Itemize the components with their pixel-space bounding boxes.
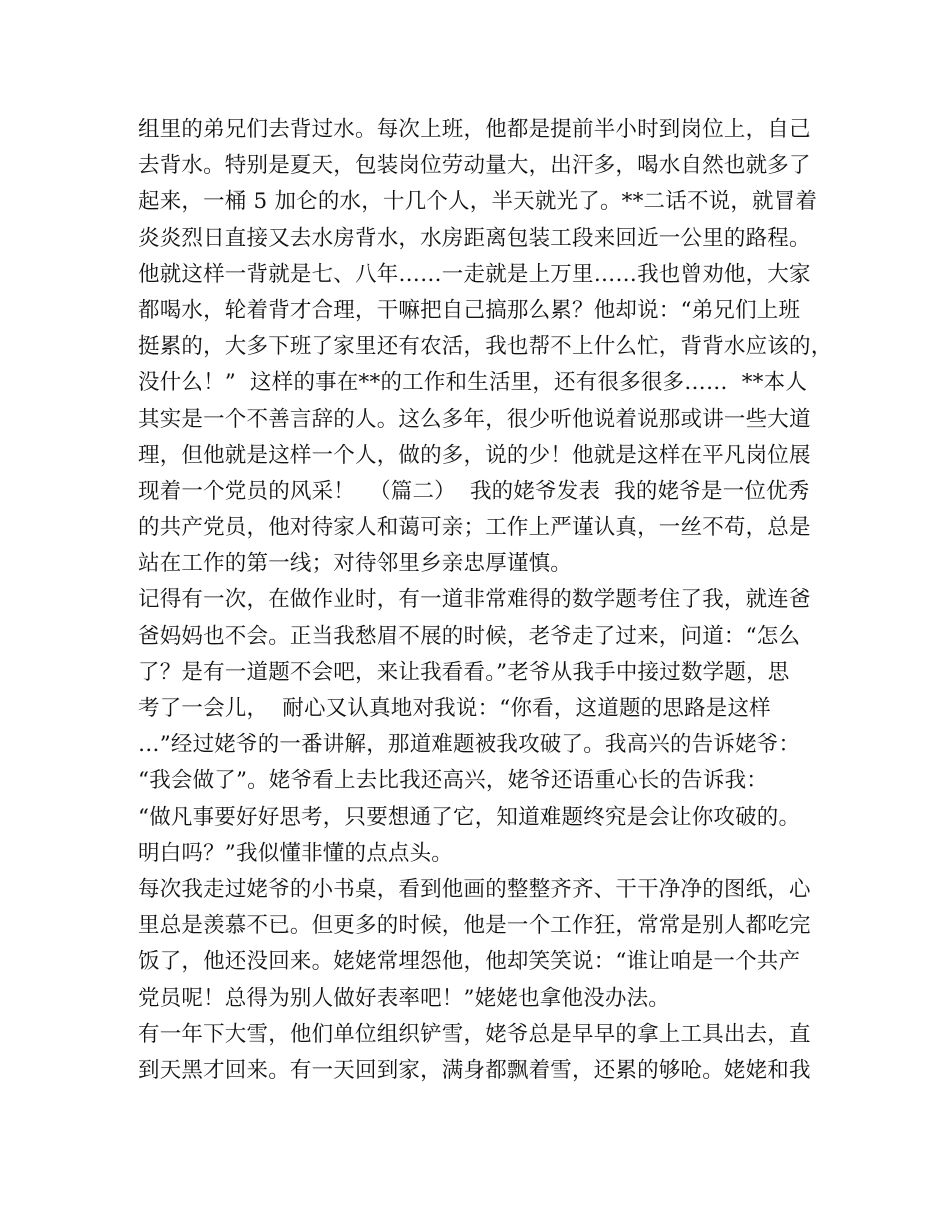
- text-line: 党员呢！总得为别人做好表率吧！”姥姥也拿他没办法。: [138, 985, 670, 1011]
- text-line: 考了一会儿， 耐心又认真地对我说：“你看，这道题的思路是这样: [138, 696, 771, 721]
- text-line: 了？是有一道题不会吧，来让我看看。”老爷从我手中接过数学题，思: [138, 659, 790, 685]
- document-body: [138, 112, 833, 1089]
- text-line: 记得有一次，在做作业时，有一道非常难得的数学题考住了我，就连爸: [138, 587, 811, 613]
- text-line: 爸妈妈也不会。正当我愁眉不展的时候，老爷走了过来，问道：“怎么: [138, 623, 801, 649]
- text-line: 里总是羡慕不已。但更多的时候，他是一个工作狂，常常是别人都吃完: [138, 913, 811, 939]
- text-line: 饭了，他还没回来。姥姥常埋怨他，他却笑笑说：“谁让咱是一个共产: [138, 949, 801, 975]
- text-line: 都喝水，轮着背才合理，干嘛把自己搞那么累？他却说：“弟兄们上班: [138, 297, 801, 323]
- text-line: “我会做了”。姥爷看上去比我还高兴，姥爷还语重心长的告诉我：: [138, 768, 768, 794]
- text-line: 有一年下大雪，他们单位组织铲雪，姥爷总是早早的拿上工具出去，直: [138, 1021, 811, 1047]
- text-line: 去背水。特别是夏天，包装岗位劳动量大，出汗多，喝水自然也就多了: [138, 153, 811, 179]
- text-line: 到天黑才回来。有一天回到家，满身都飘着雪，还累的够呛。姥姥和我: [138, 1057, 811, 1083]
- text-line: …”经过姥爷的一番讲解，那道难题被我攻破了。我高兴的告诉姥爷：: [138, 732, 801, 758]
- text-line: 明白吗？”我似懂非懂的点点头。: [138, 840, 453, 866]
- text-line: 没什么！” 这样的事在**的工作和生活里，还有很多很多…… **本人: [138, 370, 808, 396]
- text-line: 每次我走过姥爷的小书桌，看到他画的整整齐齐、干干净净的图纸，心: [138, 876, 811, 902]
- text-line: 炎炎烈日直接又去水房背水，水房距离包装工段来回近一公里的路程。: [138, 225, 811, 251]
- text-line: 理，但他就是这样一个人，做的多，说的少！他就是这样在平凡岗位展: [138, 442, 811, 468]
- text-line: 起来，一桶 5 加仑的水，十几个人，半天就光了。**二话不说，就冒着: [138, 189, 818, 215]
- text-line: 挺累的，大多下班了家里还有农活，我也帮不上什么忙，背背水应该的，: [138, 334, 833, 360]
- text-line: 他就这样一背就是七、八年……一走就是上万里……我也曾劝他，大家: [138, 261, 811, 287]
- text-line: “做凡事要好好思考，只要想通了它，知道难题终究是会让你攻破的。: [138, 804, 801, 830]
- text-line: 站在工作的第一线；对待邻里乡亲忠厚谨慎。: [138, 551, 573, 577]
- text-line: 组里的弟兄们去背过水。每次上班，他都是提前半小时到岗位上，自己: [138, 117, 811, 142]
- text-line: 现着一个党员的风采！ （篇二） 我的姥爷发表 我的姥爷是一位优秀: [138, 478, 810, 504]
- text-line: 的共产党员，他对待家人和蔼可亲；工作上严谨认真，一丝不苟，总是: [138, 515, 811, 541]
- text-line: 其实是一个不善言辞的人。这么多年，很少听他说着说那或讲一些大道: [138, 406, 811, 432]
